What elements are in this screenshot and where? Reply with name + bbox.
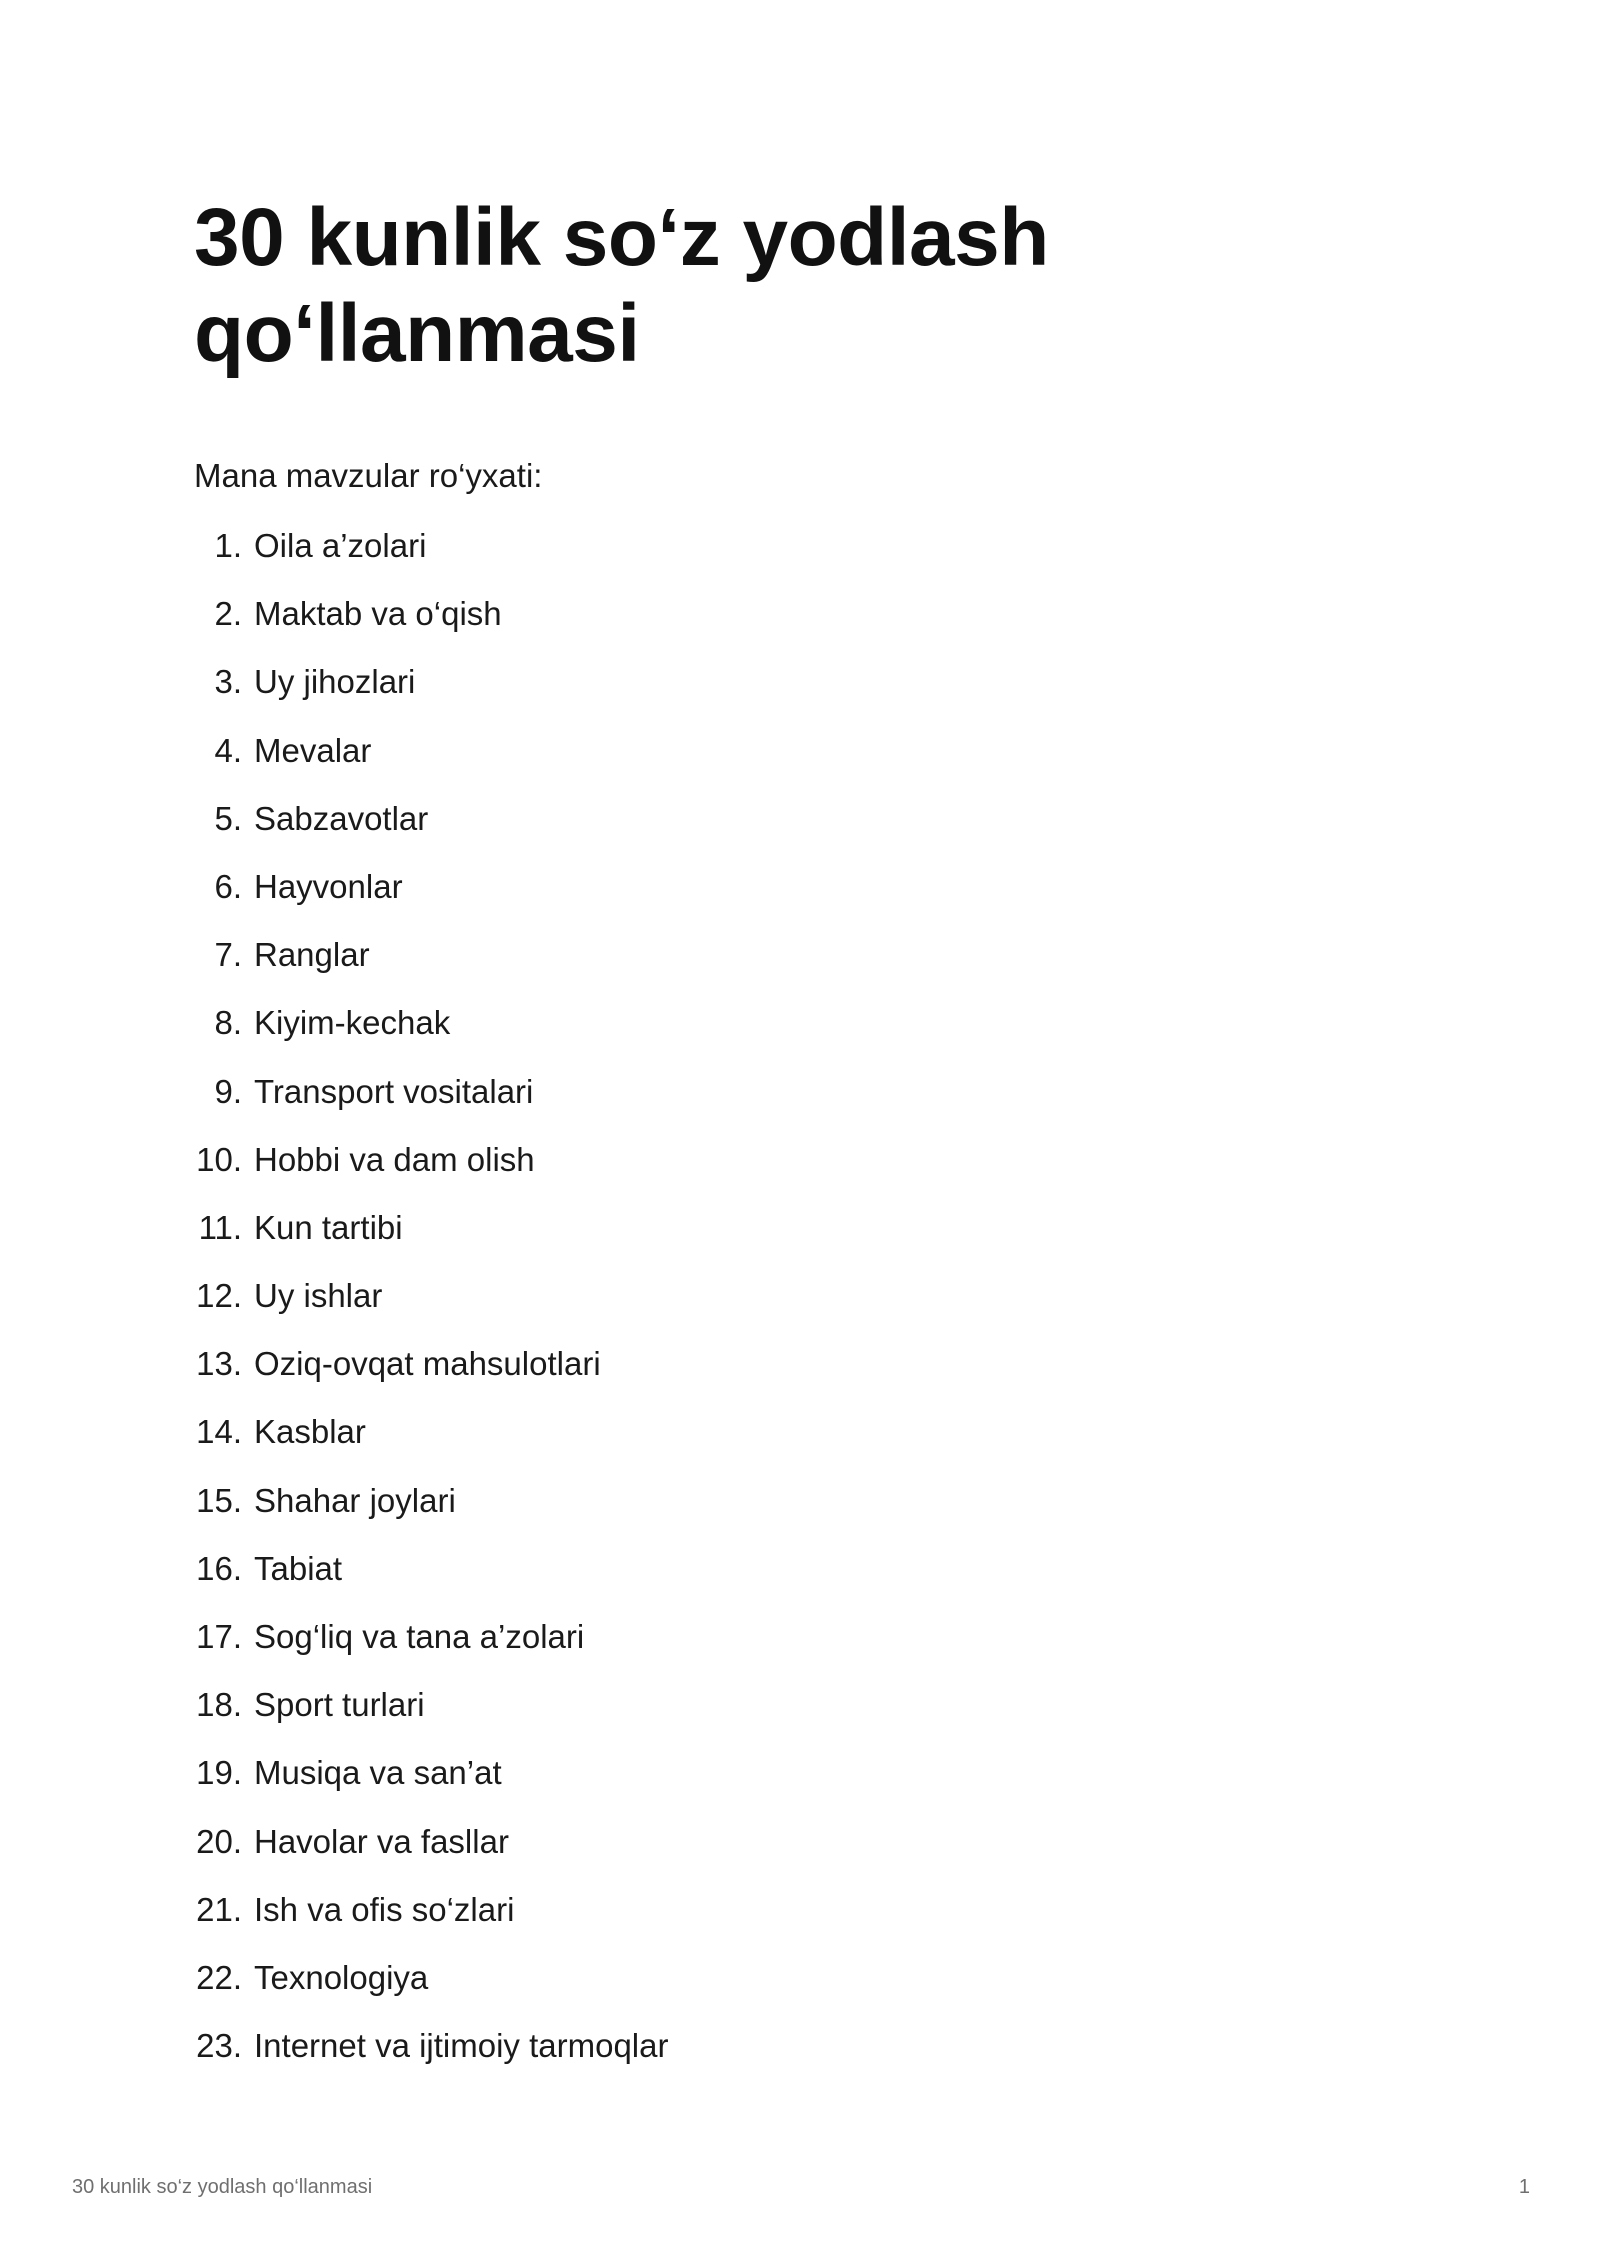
topic-item bbox=[194, 1958, 1394, 2026]
topic-item bbox=[194, 935, 1394, 1003]
topic-item bbox=[194, 1412, 1394, 1480]
topic-item bbox=[194, 1344, 1394, 1412]
topic-item bbox=[194, 1685, 1394, 1753]
topic-item bbox=[194, 1753, 1394, 1821]
topic-item bbox=[194, 1276, 1394, 1344]
topic-number: 10. bbox=[196, 1140, 242, 1178]
topic-label: Sabzavotlar bbox=[254, 799, 429, 837]
topic-label: Hayvonlar bbox=[254, 867, 403, 905]
topic-label: Hobbi va dam olish bbox=[254, 1140, 535, 1178]
topic-item bbox=[194, 1549, 1394, 1617]
topic-number: 23. bbox=[196, 2027, 242, 2065]
topic-number: 21. bbox=[196, 1890, 242, 1928]
topic-item bbox=[194, 1140, 1394, 1208]
topic-number: 11. bbox=[198, 1208, 242, 1246]
topic-number: 1. bbox=[214, 527, 242, 564]
topics-intro: Mana mavzular ro‘yxati: bbox=[194, 457, 543, 494]
page-number: 1 bbox=[1518, 2176, 1530, 2198]
topic-label: Shahar joylari bbox=[254, 1481, 456, 1519]
topic-number: 5. bbox=[214, 799, 242, 837]
topics-list bbox=[194, 526, 1394, 2094]
topic-item bbox=[194, 1003, 1394, 1071]
topic-number: 3. bbox=[214, 663, 242, 701]
document-page bbox=[194, 190, 1394, 2094]
topic-item bbox=[194, 1617, 1394, 1685]
topic-number: 7. bbox=[214, 936, 242, 974]
topic-item bbox=[194, 1481, 1394, 1549]
topic-label: Sport turlari bbox=[254, 1686, 425, 1724]
topic-number: 6. bbox=[214, 867, 242, 905]
topic-label: Ranglar bbox=[254, 936, 370, 974]
topic-label: Maktab va o‘qish bbox=[254, 595, 502, 633]
topic-item bbox=[194, 731, 1394, 799]
topic-label: Mevalar bbox=[254, 731, 372, 769]
topic-label: Kun tartibi bbox=[254, 1208, 403, 1246]
page-footer bbox=[72, 2175, 1530, 2199]
footer-document-name: 30 kunlik so‘z yodlash qo‘llanmasi bbox=[72, 2176, 373, 2198]
topic-number: 19. bbox=[196, 1754, 242, 1792]
topic-number: 4. bbox=[214, 731, 242, 769]
topic-item bbox=[194, 662, 1394, 730]
topic-number: 18. bbox=[196, 1686, 242, 1724]
topic-number: 15. bbox=[196, 1481, 242, 1519]
topic-item bbox=[194, 594, 1394, 662]
topic-item bbox=[194, 1822, 1394, 1890]
topic-label: Tabiat bbox=[254, 1549, 343, 1587]
topic-label: Internet va ijtimoiy tarmoqlar bbox=[254, 2027, 669, 2065]
topic-number: 22. bbox=[196, 1958, 242, 1996]
topic-label: Kiyim-kechak bbox=[254, 1004, 451, 1042]
topic-item bbox=[194, 2026, 1394, 2094]
document-title: 30 kunlik so‘z yodlash qo‘llanmasi bbox=[194, 192, 1049, 379]
topic-label: Oziq-ovqat mahsulotlari bbox=[254, 1345, 601, 1383]
topic-number: 13. bbox=[196, 1345, 242, 1383]
topic-item bbox=[194, 867, 1394, 935]
topic-number: 9. bbox=[214, 1072, 242, 1110]
topic-label: Uy ishlar bbox=[254, 1277, 383, 1315]
topic-number: 14. bbox=[196, 1413, 242, 1451]
topic-label: Transport vositalari bbox=[254, 1072, 534, 1110]
topic-number: 2. bbox=[214, 595, 242, 633]
topic-label: Kasblar bbox=[254, 1413, 366, 1451]
topic-item bbox=[194, 1890, 1394, 1958]
topic-number: 16. bbox=[196, 1549, 242, 1587]
topic-item bbox=[194, 1072, 1394, 1140]
topic-item bbox=[194, 1208, 1394, 1276]
topic-label: Ish va ofis so‘zlari bbox=[254, 1890, 515, 1928]
topic-number: 17. bbox=[196, 1618, 242, 1655]
topic-label: Musiqa va san’at bbox=[254, 1754, 502, 1792]
topic-number: 20. bbox=[196, 1822, 242, 1860]
topic-label: Oila a’zolari bbox=[254, 527, 427, 564]
topic-label: Havolar va fasllar bbox=[254, 1822, 509, 1860]
topic-label: Uy jihozlari bbox=[254, 663, 416, 701]
topic-number: 8. bbox=[214, 1004, 242, 1042]
topic-item bbox=[194, 799, 1394, 867]
topic-item bbox=[194, 526, 1394, 594]
topic-label: Texnologiya bbox=[254, 1958, 429, 1996]
topic-number: 12. bbox=[196, 1277, 242, 1315]
topic-label: Sog‘liq va tana a’zolari bbox=[254, 1618, 585, 1655]
